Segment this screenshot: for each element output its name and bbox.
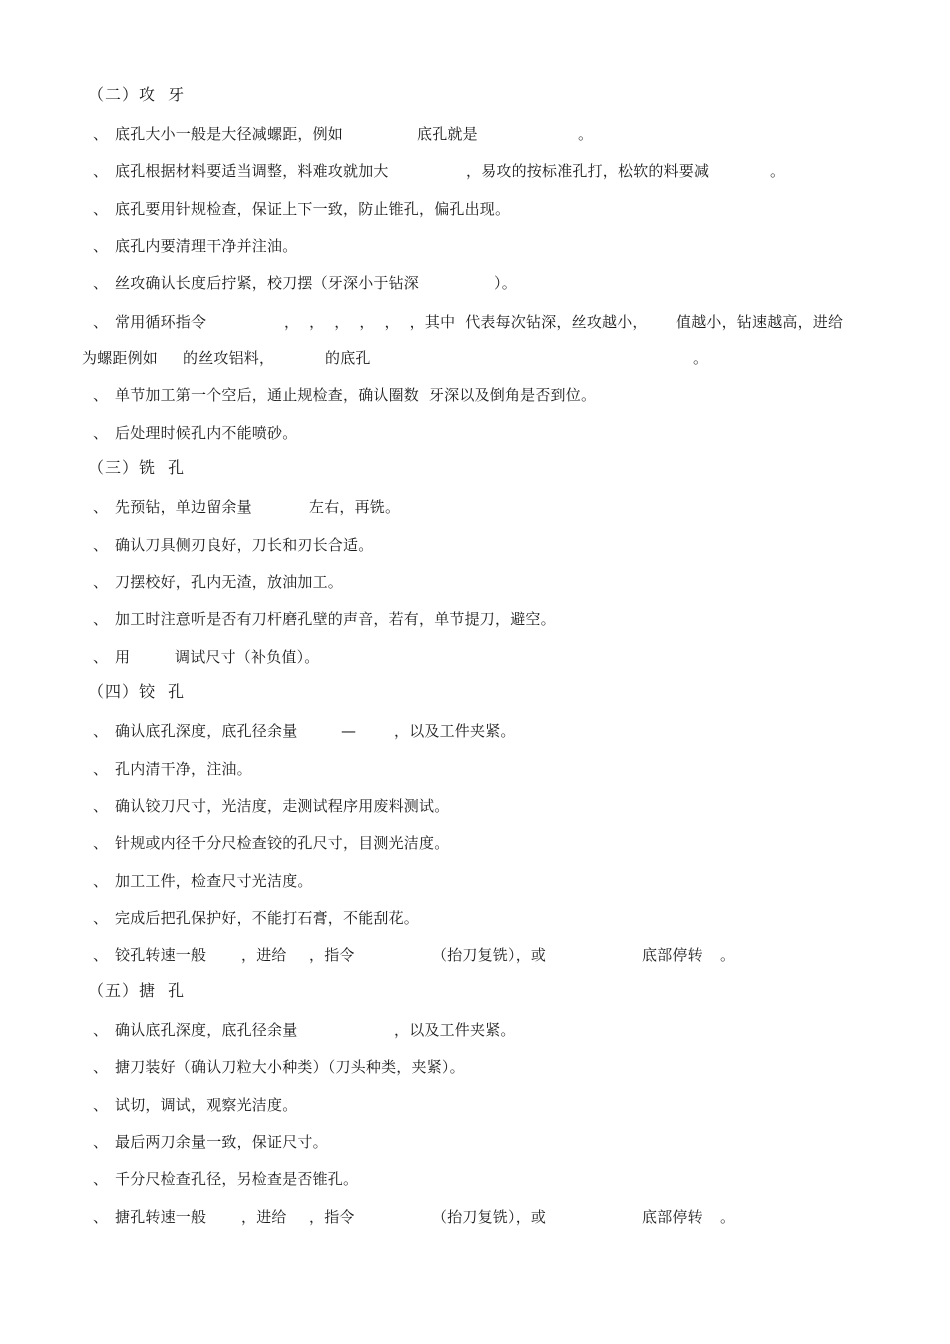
text-line: 孔内清干净，注油。 <box>115 760 252 778</box>
bullet-mark: 、 <box>93 834 109 852</box>
text-line: 为螺距例如 <box>82 349 159 367</box>
section-heading-reaming: （四）铰 孔 <box>88 682 186 701</box>
text-line: 铰孔转速一般 <box>115 946 207 964</box>
text-line: ，以及工件夹紧。 <box>394 1021 516 1039</box>
text-line: 。 <box>578 125 594 143</box>
bullet-mark: 、 <box>93 1208 109 1226</box>
text-line: 的丝攻铝料， <box>183 349 275 367</box>
text-line: （抬刀复铣），或 <box>432 946 547 964</box>
bullet-mark: 、 <box>93 1021 109 1039</box>
text-line: 底孔要用针规检查，保证上下一致，防止锥孔，偏孔出现。 <box>115 200 511 218</box>
text-line: 确认底孔深度，底孔径余量 <box>115 722 298 740</box>
bullet-mark: 、 <box>93 162 109 180</box>
section-heading-milling: （三）铣 孔 <box>88 458 186 477</box>
text-line: 针规或内径千分尺检查铰的孔尺寸，目测光洁度。 <box>115 834 450 852</box>
bullet-mark: 、 <box>93 536 109 554</box>
text-line: 。 <box>720 946 736 964</box>
text-line: 底孔根据材料要适当调整，料难攻就加大 <box>115 162 389 180</box>
text-line: 最后两刀余量一致，保证尺寸。 <box>115 1133 328 1151</box>
bullet-mark: 、 <box>93 237 109 255</box>
text-line: ，易攻的按标准孔打，松软的料要减 <box>466 162 710 180</box>
text-line: 完成后把孔保护好，不能打石膏，不能刮花。 <box>115 909 420 927</box>
bullet-mark: 、 <box>93 872 109 890</box>
text-line: 。 <box>770 162 786 180</box>
bullet-mark: 、 <box>93 424 109 442</box>
text-line: 刀摆校好，孔内无渣，放油加工。 <box>115 573 344 591</box>
bullet-mark: 、 <box>93 313 109 331</box>
text-line: 单节加工第一个空后，通止规检查，确认圈数 牙深以及倒角是否到位。 <box>115 386 597 404</box>
bullet-mark: 、 <box>93 498 109 516</box>
text-line: — <box>341 722 357 740</box>
bullet-mark: 、 <box>93 573 109 591</box>
text-line: ， ， ， ， ， ，其中 代表每次钻深，丝攻越小， <box>284 313 648 331</box>
text-line: 加工时注意听是否有刀杆磨孔壁的声音，若有，单节提刀，避空。 <box>115 610 556 628</box>
text-line: 确认底孔深度，底孔径余量 <box>115 1021 298 1039</box>
bullet-mark: 、 <box>93 946 109 964</box>
bullet-mark: 、 <box>93 648 109 666</box>
bullet-mark: 、 <box>93 909 109 927</box>
text-line: 常用循环指令 <box>115 313 207 331</box>
text-line: 确认铰刀尺寸，光洁度，走测试程序用废料测试。 <box>115 797 450 815</box>
text-line: ，进给 <box>241 1208 287 1226</box>
bullet-mark: 、 <box>93 200 109 218</box>
text-line: 调试尺寸（补负值）。 <box>175 648 320 666</box>
bullet-mark: 、 <box>93 1058 109 1076</box>
text-line: ，进给 <box>241 946 287 964</box>
text-line: 搪孔转速一般 <box>115 1208 207 1226</box>
text-line: 底孔内要清理干净并注油。 <box>115 237 298 255</box>
section-heading-boring: （五）搪 孔 <box>88 981 186 1000</box>
text-line: 确认刀具侧刃良好，刀长和刃长合适。 <box>115 536 374 554</box>
text-line: 值越小，钻速越高，进给 <box>676 313 844 331</box>
section-heading-tapping: （二）攻 牙 <box>88 85 186 104</box>
text-line: 底部停转 <box>642 1208 703 1226</box>
text-line: 。 <box>720 1208 736 1226</box>
text-line: 搪刀装好（确认刀粒大小种类）（刀头种类，夹紧）。 <box>115 1058 465 1076</box>
text-line: ）。 <box>494 274 517 292</box>
bullet-mark: 、 <box>93 1133 109 1151</box>
bullet-mark: 、 <box>93 274 109 292</box>
text-line: 用 <box>115 648 131 666</box>
bullet-mark: 、 <box>93 610 109 628</box>
text-line: 后处理时候孔内不能喷砂。 <box>115 424 298 442</box>
bullet-mark: 、 <box>93 125 109 143</box>
text-line: 加工工件，检查尺寸光洁度。 <box>115 872 313 890</box>
text-line: 左右，再铣。 <box>309 498 401 516</box>
text-line: ，指令 <box>309 1208 355 1226</box>
bullet-mark: 、 <box>93 386 109 404</box>
text-line: 千分尺检查孔径，另检查是否锥孔。 <box>115 1170 359 1188</box>
text-line: 试切，调试，观察光洁度。 <box>115 1096 298 1114</box>
text-line: 底部停转 <box>642 946 703 964</box>
text-line: 底孔大小一般是大径减螺距，例如 <box>115 125 344 143</box>
bullet-mark: 、 <box>93 797 109 815</box>
bullet-mark: 、 <box>93 722 109 740</box>
bullet-mark: 、 <box>93 1096 109 1114</box>
text-line: 的底孔 <box>325 349 371 367</box>
text-line: 先预钻，单边留余量 <box>115 498 252 516</box>
bullet-mark: 、 <box>93 1170 109 1188</box>
text-line: 。 <box>693 349 709 367</box>
text-line: （抬刀复铣），或 <box>432 1208 547 1226</box>
text-line: 底孔就是 <box>417 125 478 143</box>
bullet-mark: 、 <box>93 760 109 778</box>
text-line: 丝攻确认长度后拧紧，校刀摆（牙深小于钻深 <box>115 274 420 292</box>
text-line: ，指令 <box>309 946 355 964</box>
text-line: ，以及工件夹紧。 <box>394 722 516 740</box>
